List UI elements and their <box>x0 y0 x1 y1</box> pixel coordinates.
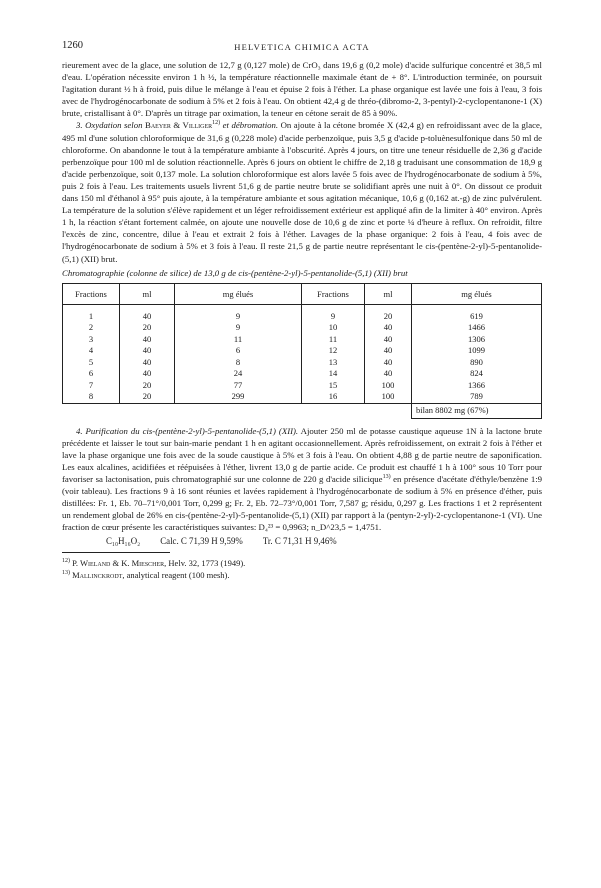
footnote-authors: P. Wieland & K. Miescher, <box>72 558 167 569</box>
table-cell: 100 <box>365 380 412 392</box>
table-cell: 824 <box>412 368 542 380</box>
journal-title: HELVETICA CHIMICA ACTA <box>234 42 370 52</box>
table-cell: 6 <box>63 368 120 380</box>
table-cell: 40 <box>120 311 175 323</box>
table-cell: 16 <box>302 391 365 403</box>
table-cell: 789 <box>412 391 542 403</box>
table-cell: 11 <box>175 334 302 346</box>
table-cell: 1466 <box>412 322 542 334</box>
elemental-analysis <box>62 536 542 546</box>
table-cell: 24 <box>175 368 302 380</box>
table-cell: 15 <box>302 380 365 392</box>
table-cell: 7 <box>63 380 120 392</box>
section-lead: 3. Oxydation selon <box>76 120 143 131</box>
table-cell: 40 <box>365 357 412 369</box>
footnote-ref-12: 12) <box>212 120 221 127</box>
table-cell: 40 <box>120 345 175 357</box>
table-cell: 20 <box>120 322 175 334</box>
page-header <box>62 40 542 51</box>
found-values: Tr. C 71,31 H 9,46% <box>262 536 337 547</box>
table-cell: 9 <box>175 311 302 323</box>
table-total-row <box>63 403 542 418</box>
section-body-cont: en présence d'acétate d'éthyle/benzène 1:9 (voir tableau). Les fractions 9 à 16 sont réunies et lavées rapidement à l'hydrogénocarbonate de sodium à 5% en présence d'éther, puis distillées: Fr. 1, Eb. 70–71°/0,001 Torr, 0,299 g; Fr. 2, Eb. 72–73°/0,001 Torr, 7,587 g; résidu, 0,297 g. Les fractions 1 et 2 représentent un rendement global de 26% en cis-(pentène-2-yl)-5-pentanolide-(5,1) (XII) par rapport à la (pentyn-2-yl)-2-cyclopentanone-1 (VI). Une fraction de cœur présente les caractéristiques suivantes: D₄²³ = 0,9963; n_D^23,5 = 1,4751. <box>62 473 542 533</box>
chromatography-table <box>62 283 542 419</box>
table-cell: 40 <box>365 334 412 346</box>
table-cell: 890 <box>412 357 542 369</box>
table-cell: 1366 <box>412 380 542 392</box>
molecular-formula: C₁₀H₁₆O₂ <box>106 536 141 547</box>
header-ml-2: ml <box>365 283 412 304</box>
header-ml: ml <box>120 283 175 304</box>
table-cell: 40 <box>120 334 175 346</box>
section-body: Ajouter 250 ml de potasse caustique aqueuse 1N à la lactone brute précédente et laisser le tout sur bain-marie pendant 1 h en agitant occasionnellement. Après refroidissement, on extrait 2 fois à l'éther et lave la phase organique une fois avec de la soude caustique à 5% et 3 fois à l'eau. On obtient 4,88 g de partie neutre de saponification. Les eaux alcalines, acidifiées et réépuisées à l'éther, livrent 13,0 g de partie acide. Ce produit est chauffé 1 h à 100° sous 10 Torr pour favoriser sa lactonisation, puis chromatographié sur une colonne de 220 g d'acide silicique <box>62 425 542 484</box>
table-row <box>63 391 542 403</box>
table-row <box>63 322 542 334</box>
table-cell: 12 <box>302 345 365 357</box>
page <box>62 40 542 581</box>
paragraph-baeyer-villiger <box>62 119 542 264</box>
table-row <box>63 357 542 369</box>
table-cell: 20 <box>120 380 175 392</box>
table-cell: 299 <box>175 391 302 403</box>
table-cell: 5 <box>63 357 120 369</box>
table-cell: 40 <box>365 368 412 380</box>
table-cell: 13 <box>302 357 365 369</box>
table-cell: 9 <box>175 322 302 334</box>
paragraph-oxidation-end: rieurement avec de la glace, une solution de 12,7 g (0,127 mole) de CrO₃ dans 19,6 g (0,2 mole) d'acide sulfurique concentré et 38,5 ml d'eau. L'opération nécessite environ 1 h ½, la température réactionnelle maximale étant de + 8°. L'introduction terminée, on poursuit l'agitation durant ½ h à froid, puis dilue le mélange à l'eau et épuise 2 fois à l'éther. La phase organique est lavée une fois à l'eau, 3 fois avec de l'hydrogénocarbonate de sodium à 5% et 2 fois à l'eau. On obtient 42,4 g de thréo-(dibromo-2, 3-pentyl)-2-cyclopentanone-1 (X) brute, cristallisant à 0°. D'après un titrage par oximation, la teneur en cétone serait de 85 à 90%. <box>62 60 542 119</box>
calculated-values: Calc. C 71,39 H 9,59% <box>160 536 243 547</box>
footnote-12 <box>62 557 542 569</box>
table-row <box>63 334 542 346</box>
footnote-number: 13) <box>62 570 70 577</box>
table-cell: 77 <box>175 380 302 392</box>
footnote-divider <box>62 552 170 553</box>
footnote-13 <box>62 569 542 581</box>
header-fractions-2: Fractions <box>302 283 365 304</box>
table-cell: 40 <box>120 368 175 380</box>
table-total: bilan 8802 mg (67%) <box>412 403 542 418</box>
table-cell: 11 <box>302 334 365 346</box>
table-caption: Chromatographie (colonne de silice) de 13,0 g de cis-(pentène-2-yl)-5-pentanolide-(5,1) (XII) brut <box>62 267 408 278</box>
table-cell: 10 <box>302 322 365 334</box>
table-cell: 40 <box>120 357 175 369</box>
footnote-ref-13: 13) <box>382 474 391 481</box>
footnote-text: Helv. 32, 1773 (1949). <box>168 558 246 569</box>
table-cell: 6 <box>175 345 302 357</box>
page-number: 1260 <box>62 40 83 51</box>
author-citation: Baeyer & Villiger <box>145 120 213 131</box>
table-row <box>63 311 542 323</box>
table-cell: 8 <box>175 357 302 369</box>
footnote-authors: Mallinckrodt, <box>72 570 125 581</box>
table-cell: 3 <box>63 334 120 346</box>
table-cell: 9 <box>302 311 365 323</box>
section-lead: 4. Purification du cis-(pentène-2-yl)-5-pentanolide-(5,1) (XII). <box>76 425 299 436</box>
table-cell: 20 <box>365 311 412 323</box>
table-cell: 1306 <box>412 334 542 346</box>
table-row <box>63 380 542 392</box>
table-cell: 100 <box>365 391 412 403</box>
table-cell: 2 <box>63 322 120 334</box>
header-mg-2: mg élués <box>412 283 542 304</box>
table-cell: 14 <box>302 368 365 380</box>
table-row <box>63 345 542 357</box>
header-fractions: Fractions <box>63 283 120 304</box>
footnote-text: analytical reagent (100 mesh). <box>126 570 230 581</box>
table-cell: 40 <box>365 345 412 357</box>
table-cell: 1 <box>63 311 120 323</box>
table-cell: 4 <box>63 345 120 357</box>
paragraph-purification <box>62 425 542 534</box>
header-mg: mg élués <box>175 283 302 304</box>
section-body: On ajoute à la cétone bromée X (42,4 g) en refroidissant avec de la glace, 495 ml d'une solution chloroformique de 31,6 g (0,228 mole) d'acide perbenzoïque, puis 3,5 g d'acide p-toluènesulfonique dans 50 ml de chloroforme. On abandonne le tout à la température ambiante à l'obscurité. Après 4 jours, on titre une teneur résiduelle de 2,36 g d'acide perbenzoïque pour 100 ml de solution réactionnelle. Après 6 jours on obtient le chiffre de 2,18 g traduisant une consommation de 18,9 g d'acide perbenzoïque, soit 0,137 mole. La solution chloroformique est alors lavée 5 fois avec de l'hydrogénocarbonate de sodium à 5%, puis 2 fois à l'eau. Les traitements usuels livrent 51,6 g de partie neutre brute se solidifiant après une nuit à 0°. On dissout ce produit dans 150 ml d'éthanol à 95° puis ajoute, à la température ambiante et sous agitation mécanique, 10,6 g (0,162 at.-g) de zinc pulvérulent. La température de la solution s'élève rapidement et un léger refroidissement extérieur est appliqué afin de la limiter à 40° environ. Après 1 h, la réaction s'étant fortement calmée, on ajoute une nouvelle dose de 10,6 g de zinc et porte ¼ d'heure à reflux. On refroidit, filtre l'excès de zinc, concentre, dilue à l'eau et extrait 2 fois à l'éther. Lavages de la phase organique: 2 fois à l'eau, 4 fois avec de l'hydrogénocarbonate de sodium à 5% et 3 fois à l'eau. Il reste 21,5 g de partie neutre représentant le cis-(pentène-2-yl)-5-pentanolide-(5,1) (XII) brut. <box>62 120 543 264</box>
table-cell: 40 <box>365 322 412 334</box>
table-cell: 619 <box>412 311 542 323</box>
section-lead-end: et débromation. <box>222 120 279 131</box>
table-header-row <box>63 283 542 304</box>
table-cell: 8 <box>63 391 120 403</box>
table-row <box>63 368 542 380</box>
table-cell: 20 <box>120 391 175 403</box>
table-cell: 1099 <box>412 345 542 357</box>
footnote-number: 12) <box>62 558 70 565</box>
